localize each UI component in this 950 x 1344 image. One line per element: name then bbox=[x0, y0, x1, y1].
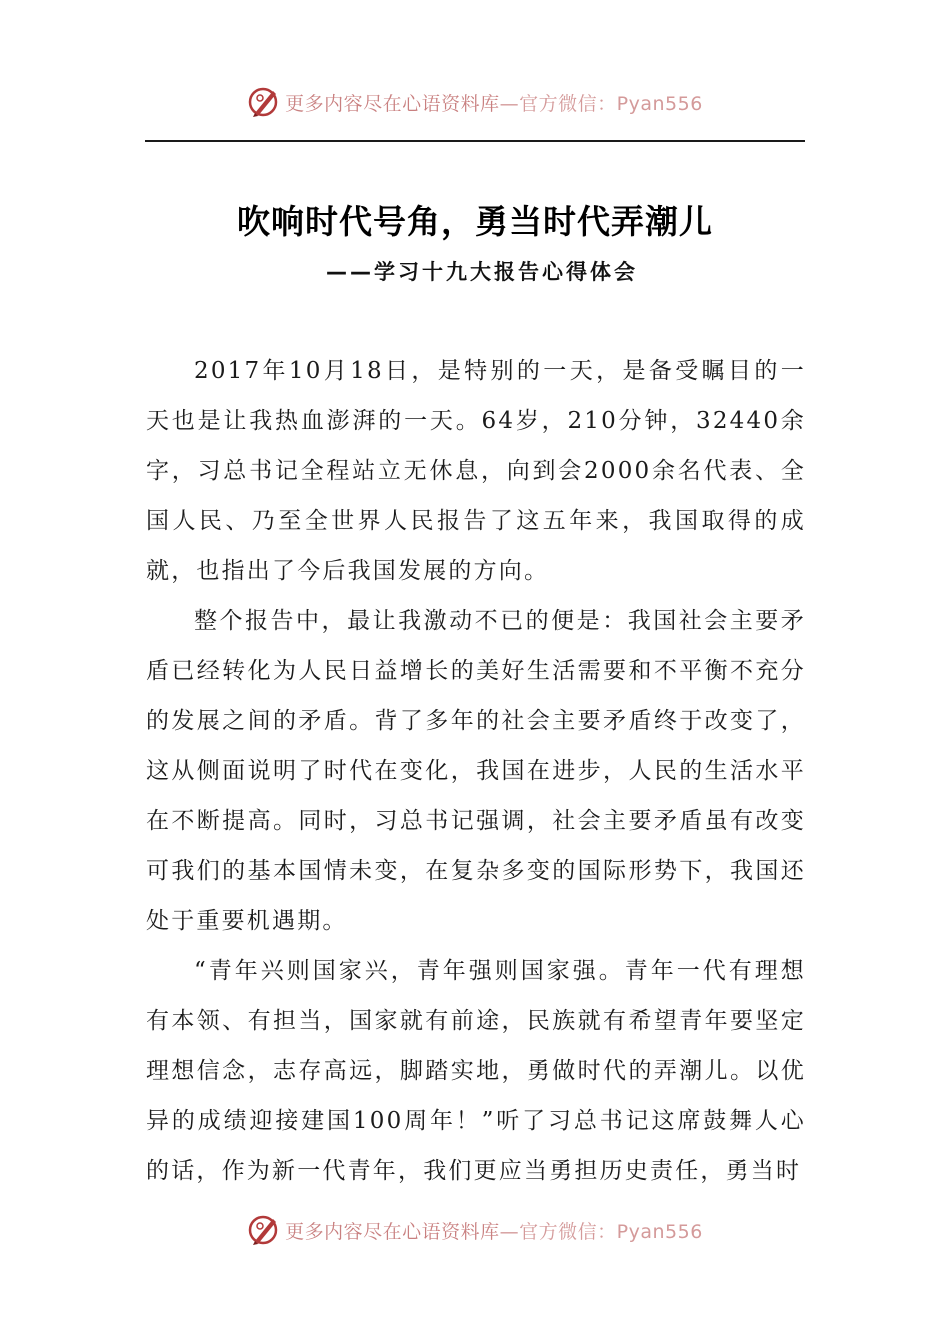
banner-text: 更多内容尽在心语资料库—官方微信：Pyan556 bbox=[285, 92, 703, 115]
pen-logo-icon bbox=[247, 85, 281, 119]
document-body bbox=[146, 346, 806, 1196]
paragraph: 2017年10月18日，是特别的一天，是备受瞩目的一天也是让我热血澎湃的一天。64岁，210分钟，32440余字，习总书记全程站立无休息，向到会2000余名代表、全国人民、乃至全世界人民报告了这五年来，我国取得的成就，也指出了今后我国发展的方向。 bbox=[146, 358, 806, 584]
pen-logo-icon bbox=[247, 1213, 281, 1247]
paragraph: 整个报告中，最让我激动不已的便是：我国社会主要矛盾已经转化为人民日益增长的美好生活需要和不平衡不充分的发展之间的矛盾。背了多年的社会主要矛盾终于改变了，这从侧面说明了时代在变化，我国在进步，人民的生活水平在不断提高。同时，习总书记强调，社会主要矛盾虽有改变可我们的基本国情未变，在复杂多变的国际形势下，我国还处于重要机遇期。 bbox=[146, 608, 806, 934]
document-title: 吹响时代号角，勇当时代弄潮儿 bbox=[237, 202, 713, 241]
banner-text: 更多内容尽在心语资料库—官方微信：Pyan556 bbox=[285, 1220, 703, 1243]
document-subtitle: ——学习十九大报告心得体会 bbox=[326, 260, 638, 284]
header-divider bbox=[145, 140, 805, 142]
footer-banner bbox=[0, 1210, 950, 1250]
header-banner bbox=[0, 82, 950, 122]
paragraph: “青年兴则国家兴，青年强则国家强。青年一代有理想有本领、有担当，国家就有前途，民族就有希望青年要坚定理想信念，志存高远，脚踏实地，勇做时代的弄潮儿。以优异的成绩迎接建国100周年！”听了习总书记这席鼓舞人心的话，作为新一代青年，我们更应当勇担历史责任，勇当时 bbox=[146, 958, 806, 1184]
